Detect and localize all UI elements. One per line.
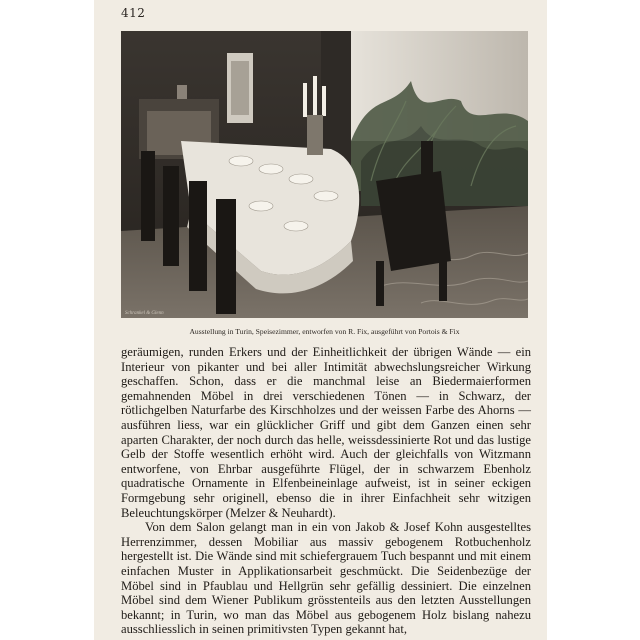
- body-text: [121, 345, 531, 637]
- paragraph: Von dem Salon gelangt man in ein von Jakob & Josef Kohn ausgestelltes Herrenzimmer, dessen Mobiliar aus massiv gebogenem Rotbuchenholz hergestellt ist. Die Wände sind mit schiefergrauem Tuch bespannt und mit einem einfachen Muster in Applikationsarbeit geschmückt. Die Seidenbezüge der Möbel sind in Pfaublau und Hellgrün sehr gefällig dessiniert. Die einzelnen Möbel sind dem Wiener Publikum grösstenteils aus den letzten Ausstellungen bekannt; in Turin, wo man das Möbel aus gebogenem Holz bislang nahezu ausschliesslich in seinen primitivsten Typen gekannt hat,: [121, 520, 531, 637]
- figure-caption: Ausstellung in Turin, Speisezimmer, entworfen von R. Fix, ausgeführt von Portois & Fix: [189, 327, 460, 336]
- dining-room-photograph: [121, 31, 528, 318]
- paragraph: geräumigen, runden Erkers und der Einheitlichkeit der übrigen Wände — ein Interieur von pikanter und bei aller Intimität abwechslungsreicher Wirkung geschaffen. Schon, dass er die manchmal leise an Biedermaierformen gemahnenden Möbel in drei verschiedenen Tönen — in Schwarz, der rötlichgelben Naturfarbe des Kirschholzes und der weissen Farbe des Ahorns — ausführen liess, war ein glücklicher Griff und gibt dem Ganzen einen sehr aparten Charakter, der noch durch das helle, weissdessinierte Rot und das lustige Gelb der Stoffe wesentlich erhöht wird. Auch der gleichfalls von Witzmann entworfene, von Ehrbar ausgeführte Flügel, der in schwarzem Ebenholz quadratische Ornamente in Elfenbeineinlage aufweist, ist in seiner eckigen Formgebung sehr originell, ebenso die in ihrer Einfachheit sehr witzigen Beleuchtungskörper (Melzer & Neuhardt).: [121, 345, 531, 520]
- photo-credit: Schrankel & Glenn: [125, 311, 164, 316]
- page-number: 412: [121, 6, 146, 20]
